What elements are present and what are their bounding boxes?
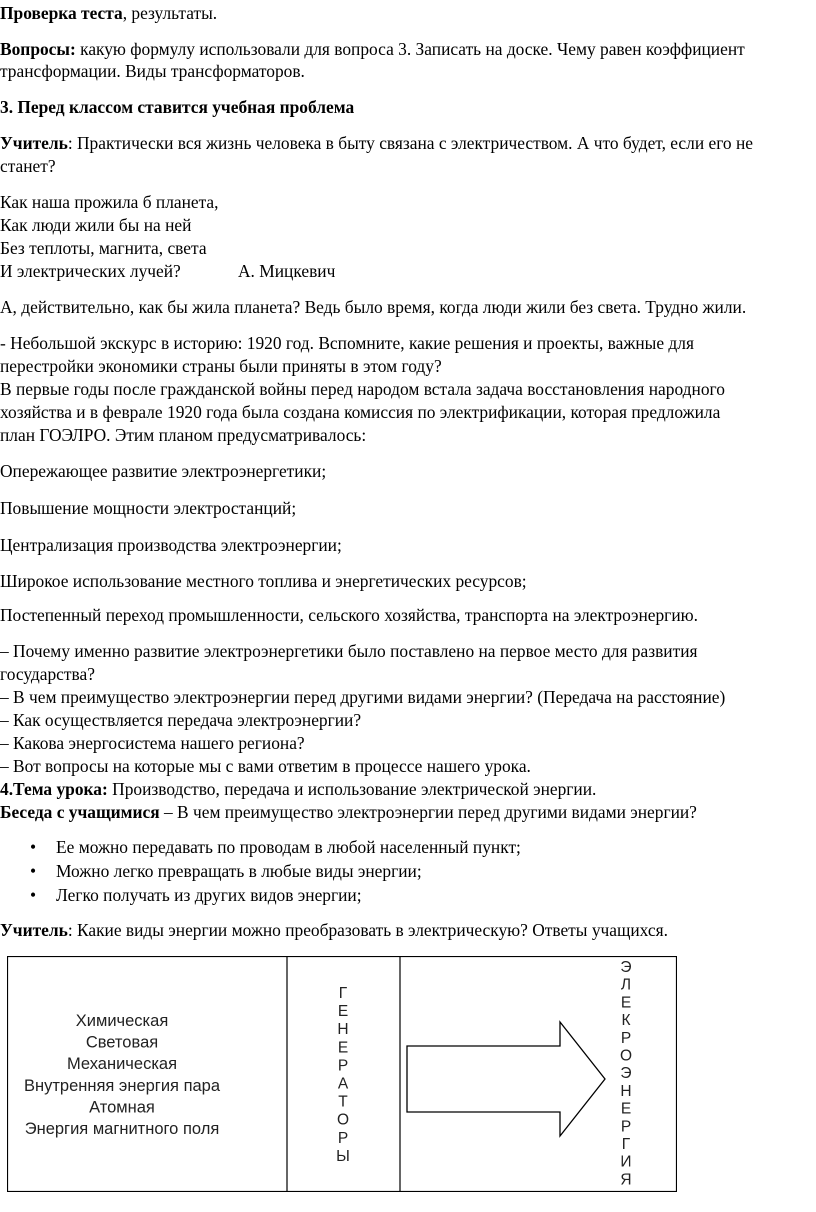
electroenergy-letter: И	[620, 1153, 632, 1171]
poem-line: И электрических лучей?	[0, 261, 181, 281]
section-3-heading: 3. Перед классом ставится учебная проблема	[0, 97, 355, 117]
teacher-question: Учитель: Какие виды энергии можно преобразовать в электрическую? Ответы учащихся.	[0, 920, 668, 940]
bullet-glyph: •	[29, 885, 37, 905]
generators-letter: Т	[338, 1093, 348, 1111]
electroenergy-letter: Р	[620, 1118, 632, 1136]
energy-type: Световая	[85, 1033, 159, 1052]
poem-line: Как наша прожила б планета,	[0, 192, 219, 212]
lesson-topic: 4.Тема урока: Производство, передача и использование электрической энергии.	[0, 779, 597, 799]
heading-test-check: Проверка теста, результаты.	[0, 3, 218, 23]
electroenergy-letter: О	[619, 1047, 633, 1065]
electroenergy-letter: Е	[620, 994, 632, 1012]
questions-line-2: трансформации. Виды трансформаторов.	[0, 61, 305, 81]
history-line: В первые годы после гражданской войны перед народом встала задача восстановления народного	[0, 379, 725, 399]
plan-item: Постепенный переход промышленности, сельского хозяйства, транспорта на электроэнергию.	[0, 605, 698, 625]
conversation-line: Беседа с учащимися – В чем преимущество электроэнергии перед другими видами энергии?	[0, 802, 697, 822]
generators-letter: О	[336, 1111, 350, 1129]
generators-letter: Г	[338, 985, 348, 1002]
generators-letter: А	[337, 1075, 349, 1093]
generators-letter: Ы	[336, 1147, 350, 1165]
energy-conversion-diagram	[7, 956, 677, 1192]
electroenergy-letter: Н	[620, 1082, 632, 1100]
generators-letter: Н	[337, 1021, 349, 1039]
plan-item: Централизация производства электроэнергии;	[0, 535, 342, 555]
poem-author: А. Мицкевич	[238, 261, 336, 281]
generators-letter: Р	[337, 1057, 349, 1075]
bullet-text: Легко получать из других видов энергии;	[56, 885, 362, 905]
history-line: план ГОЭЛРО. Этим планом предусматривалось:	[0, 425, 367, 445]
electroenergy-letter: Е	[620, 1100, 632, 1118]
electroenergy-letter: К	[621, 1012, 631, 1030]
generators-letter: Е	[337, 1003, 349, 1021]
electroenergy-letter: Г	[621, 1136, 631, 1153]
generators-letter: Р	[337, 1129, 349, 1147]
history-line: - Небольшой экскурс в историю: 1920 год. Вспомните, какие решения и проекты, важные для	[0, 333, 694, 353]
electroenergy-letter: Э	[620, 1065, 632, 1083]
teacher-line-2: станет?	[0, 156, 56, 176]
bullet-text: Ее можно передавать по проводам в любой населенный пункт;	[56, 837, 521, 857]
energy-type: Внутренняя энергия пара	[23, 1076, 221, 1095]
energy-type: Механическая	[66, 1055, 178, 1074]
energy-type: Атомная	[89, 1098, 155, 1117]
electroenergy-letter: Э	[620, 959, 632, 976]
question-line: – Почему именно развитие электроэнергетики было поставлено на первое место для развития	[0, 641, 698, 661]
history-line: хозяйства и в феврале 1920 года была создана комиссия по электрификации, которая предложила	[0, 402, 721, 422]
poem-line: Как люди жили бы на ней	[0, 215, 192, 235]
electroenergy-letter: Л	[620, 976, 632, 994]
history-line: перестройки экономики страны были приняты в этом году?	[0, 356, 442, 376]
question-line: – Какова энергосистема нашего региона?	[0, 733, 305, 753]
bullet-text: Можно легко превращать в любые виды энергии;	[56, 861, 422, 881]
question-line: государства?	[0, 664, 95, 684]
paragraph-planet: А, действительно, как бы жила планета? Ведь было время, когда люди жили без света. Трудно жили.	[0, 297, 747, 317]
generators-letter: Е	[337, 1039, 349, 1057]
question-line: – Вот вопросы на которые мы с вами ответим в процессе нашего урока.	[0, 756, 531, 776]
plan-item: Повышение мощности электростанций;	[0, 498, 297, 518]
electroenergy-label	[620, 959, 632, 1188]
electroenergy-letter: Р	[620, 1029, 632, 1047]
bullet-glyph: •	[29, 861, 37, 881]
energy-type: Энергия магнитного поля	[24, 1120, 220, 1138]
teacher-line-1: Учитель: Практически вся жизнь человека в быту связана с электричеством. А что будет, если его не	[0, 133, 753, 153]
poem-line: Без теплоты, магнита, света	[0, 238, 207, 258]
electroenergy-letter: Я	[620, 1171, 632, 1189]
question-line: – Как осуществляется передача электроэнергии?	[0, 710, 362, 730]
plan-item: Широкое использование местного топлива и энергетических ресурсов;	[0, 571, 527, 591]
generators-label	[336, 985, 350, 1165]
questions-line-1: Вопросы: какую формулу использовали для вопроса 3. Записать на доске. Чему равен коэффициент	[0, 39, 745, 59]
bullet-glyph: •	[29, 837, 37, 857]
question-line: – В чем преимущество электроэнергии перед другими видами энергии? (Передача на расстояние)	[0, 687, 726, 707]
plan-item: Опережающее развитие электроэнергетики;	[0, 461, 327, 481]
energy-type: Химическая	[75, 1012, 169, 1030]
